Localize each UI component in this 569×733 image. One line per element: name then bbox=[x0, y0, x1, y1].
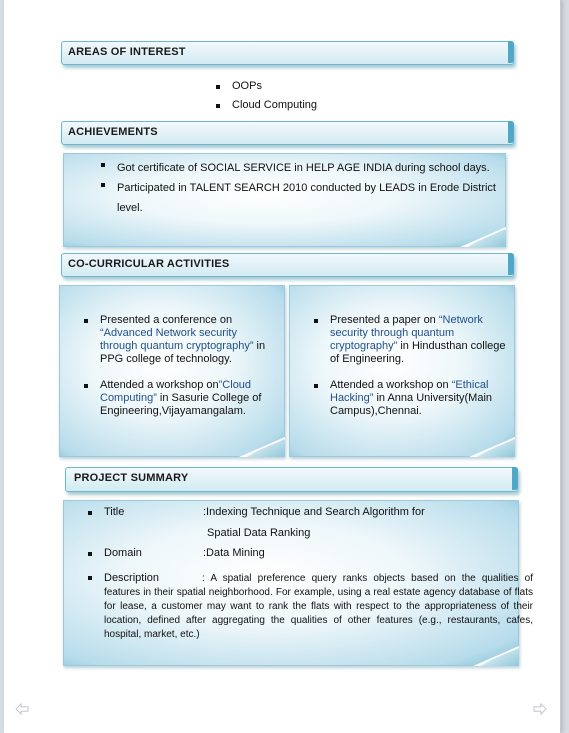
list-item: Presented a paper on “Network security through quantum cryptography” in Hindusthan college of Engineering. bbox=[312, 314, 506, 366]
arrow-left-icon[interactable] bbox=[15, 703, 29, 715]
list-item: Presented a conference on “Advanced Network security through quantum cryptography” in PPG college of technology. bbox=[82, 314, 276, 366]
description-label: Description bbox=[104, 572, 160, 584]
arrow-right-icon[interactable] bbox=[533, 703, 547, 715]
description-value: : A spatial preference query ranks objects based on the qualities of features in their spatial neighborhood. For example, using a real estate agency database of flats for lease, a customer may want to rank the flats with respect to the appropriateness of their location, defined after aggregating the qualities of other features (e.g., restaurants, cafes, hospital, market, etc.) bbox=[104, 573, 533, 640]
document-page bbox=[4, 0, 561, 733]
areas-of-interest-header bbox=[61, 41, 514, 65]
title-value-2: Spatial Data Ranking bbox=[207, 527, 311, 539]
description-row bbox=[86, 571, 533, 642]
title-label: Title bbox=[104, 506, 125, 518]
achievements-title: ACHIEVEMENTS bbox=[68, 126, 158, 138]
list-item: Participated in TALENT SEARCH 2010 conducted by LEADS in Erode District level. bbox=[99, 178, 496, 218]
co-curricular-right-box bbox=[289, 285, 515, 457]
header-cap bbox=[508, 253, 514, 275]
title-row bbox=[86, 506, 524, 518]
project-summary-box bbox=[63, 500, 533, 666]
list-item: OOPs bbox=[214, 80, 414, 92]
list-item: Cloud Computing bbox=[214, 99, 414, 111]
interest-list bbox=[214, 80, 414, 118]
co-curricular-left-box bbox=[59, 285, 285, 457]
areas-of-interest-title: AREAS OF INTEREST bbox=[68, 46, 186, 58]
co-curricular-title: CO-CURRICULAR ACTIVITIES bbox=[68, 258, 230, 270]
list-item: Attended a workshop on”Cloud Computing” in Sasurie College of Engineering,Vijayamangalam. bbox=[82, 379, 276, 418]
header-cap bbox=[508, 41, 514, 63]
project-summary-title: PROJECT SUMMARY bbox=[74, 472, 189, 484]
domain-row bbox=[86, 547, 524, 559]
list-item: Attended a workshop on “Ethical Hacking” in Anna University(Main Campus),Chennai. bbox=[312, 379, 506, 418]
domain-label: Domain bbox=[104, 547, 142, 559]
achievements-header bbox=[61, 121, 514, 145]
co-curricular-header bbox=[61, 253, 514, 277]
project-summary-header bbox=[65, 467, 518, 492]
list-item: Got certificate of SOCIAL SERVICE in HELP AGE INDIA during school days. bbox=[99, 158, 496, 178]
title-value: :Indexing Technique and Search Algorithm for bbox=[203, 506, 425, 518]
domain-value: :Data Mining bbox=[203, 547, 265, 559]
achievements-box bbox=[63, 153, 506, 247]
header-cap bbox=[508, 121, 514, 143]
header-cap bbox=[512, 467, 518, 490]
